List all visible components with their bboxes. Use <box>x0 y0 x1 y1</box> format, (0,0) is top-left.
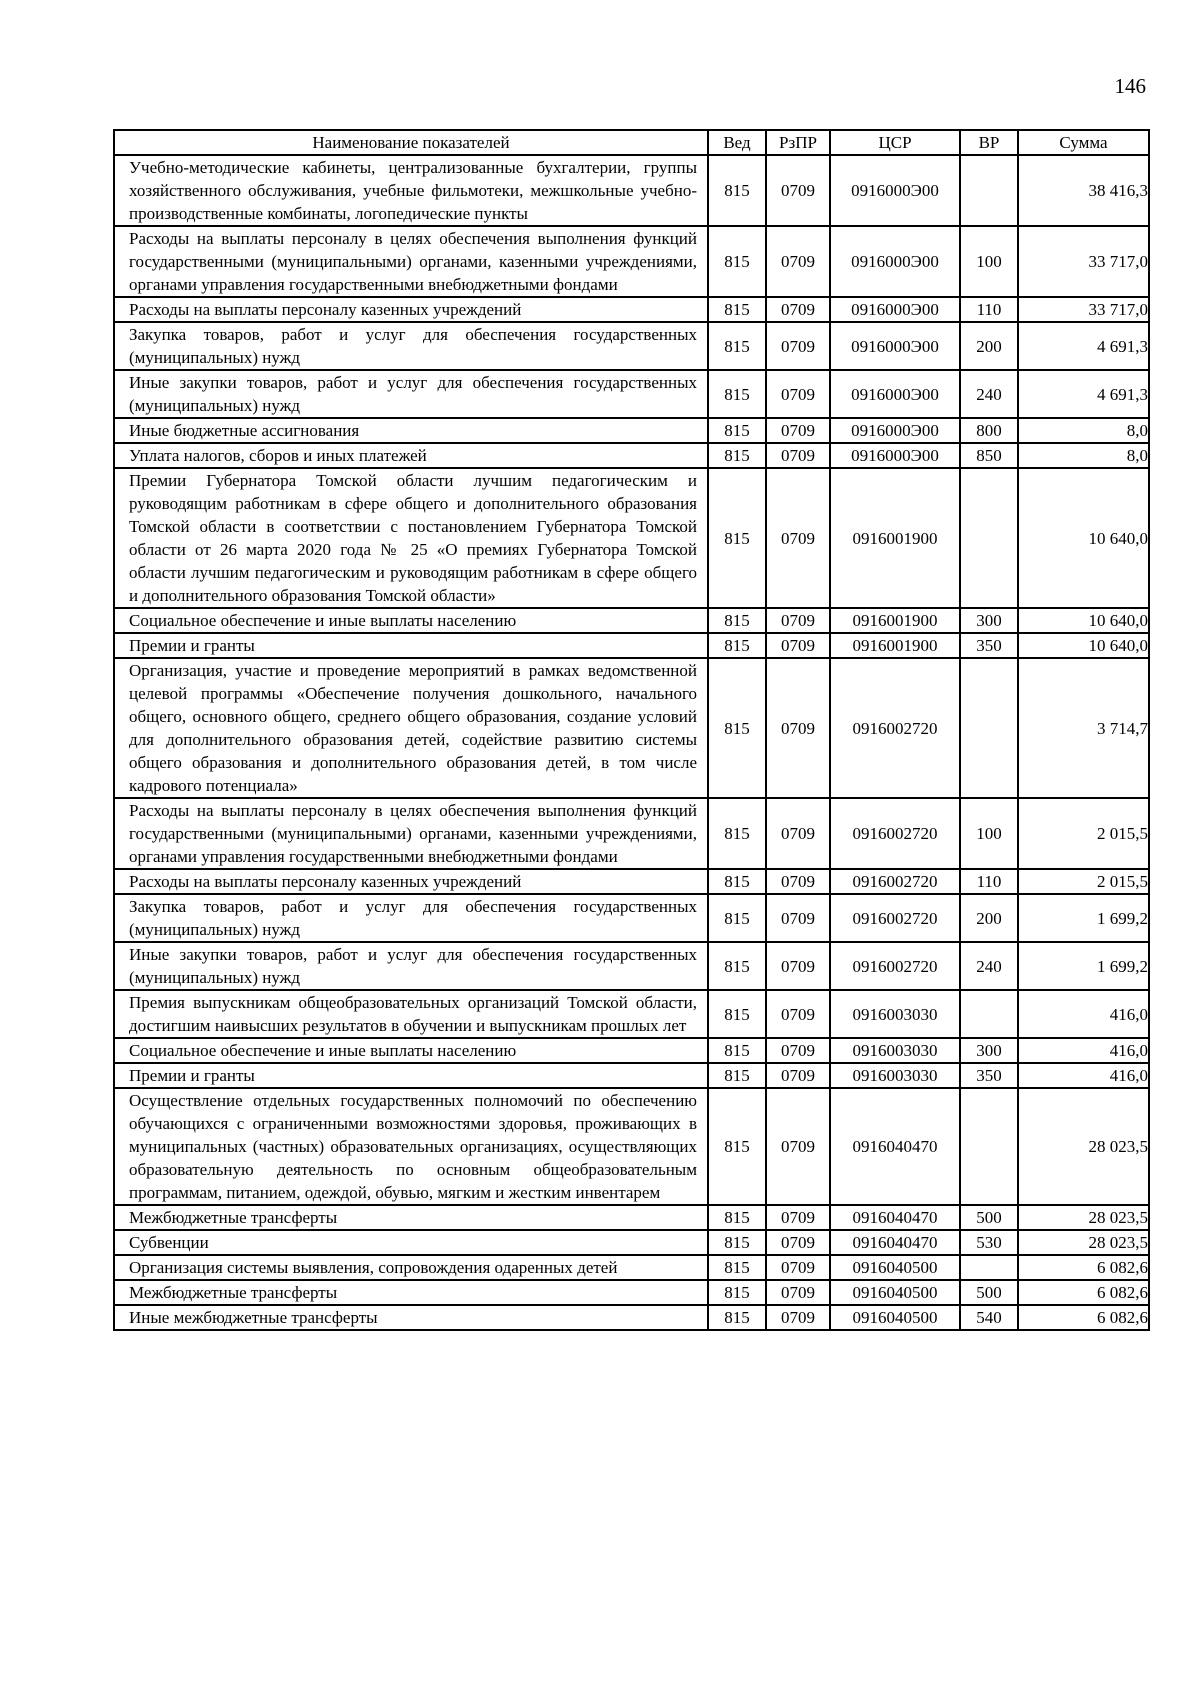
cell-rzpr: 0709 <box>766 1305 830 1330</box>
cell-rzpr: 0709 <box>766 1063 830 1088</box>
cell-sum: 10 640,0 <box>1018 608 1149 633</box>
table-row <box>114 443 1149 468</box>
cell-csr: 0916000Э00 <box>830 297 960 322</box>
cell-vr: 300 <box>960 608 1018 633</box>
cell-csr: 0916001900 <box>830 468 960 608</box>
cell-vr: 100 <box>960 226 1018 297</box>
table-row <box>114 155 1149 226</box>
cell-rzpr: 0709 <box>766 226 830 297</box>
cell-sum: 416,0 <box>1018 1038 1149 1063</box>
cell-csr: 0916000Э00 <box>830 155 960 226</box>
table-row <box>114 1088 1149 1205</box>
cell-name: Межбюджетные трансферты <box>114 1280 708 1305</box>
table-row <box>114 1305 1149 1330</box>
cell-ved: 815 <box>708 443 766 468</box>
cell-rzpr: 0709 <box>766 155 830 226</box>
cell-sum: 8,0 <box>1018 418 1149 443</box>
cell-sum: 4 691,3 <box>1018 322 1149 370</box>
cell-ved: 815 <box>708 1280 766 1305</box>
cell-vr: 300 <box>960 1038 1018 1063</box>
cell-rzpr: 0709 <box>766 370 830 418</box>
cell-name: Социальное обеспечение и иные выплаты населению <box>114 1038 708 1063</box>
cell-name: Премия выпускникам общеобразовательных организаций Томской области, достигшим наивысших результатов в обучении и выпускникам прошлых лет <box>114 990 708 1038</box>
cell-sum: 28 023,5 <box>1018 1205 1149 1230</box>
cell-name: Расходы на выплаты персоналу казенных учреждений <box>114 869 708 894</box>
cell-ved: 815 <box>708 798 766 869</box>
table-body <box>114 155 1149 1330</box>
cell-sum: 6 082,6 <box>1018 1255 1149 1280</box>
cell-rzpr: 0709 <box>766 322 830 370</box>
cell-vr: 350 <box>960 1063 1018 1088</box>
cell-csr: 0916040500 <box>830 1280 960 1305</box>
cell-vr <box>960 990 1018 1038</box>
cell-csr: 0916002720 <box>830 942 960 990</box>
cell-ved: 815 <box>708 1038 766 1063</box>
cell-vr: 100 <box>960 798 1018 869</box>
cell-name: Учебно-методические кабинеты, централизованные бухгалтерии, группы хозяйственного обслуживания, учебные фильмотеки, межшкольные учебно-производственные комбинаты, логопедические пункты <box>114 155 708 226</box>
cell-ved: 815 <box>708 633 766 658</box>
cell-csr: 0916040470 <box>830 1230 960 1255</box>
cell-sum: 38 416,3 <box>1018 155 1149 226</box>
cell-rzpr: 0709 <box>766 658 830 798</box>
cell-vr: 530 <box>960 1230 1018 1255</box>
cell-ved: 815 <box>708 1088 766 1205</box>
cell-name: Межбюджетные трансферты <box>114 1205 708 1230</box>
cell-name: Организация, участие и проведение мероприятий в рамках ведомственной целевой программы «Обеспечение получения дошкольного, начального общего, основного общего, среднего общего образования, создание условий для дополнительного образования детей, содействие развитию системы общего образования и дополнительного образования детей, в том числе кадрового потенциала» <box>114 658 708 798</box>
cell-ved: 815 <box>708 894 766 942</box>
column-header-vr: ВР <box>960 130 1018 155</box>
table-row <box>114 1038 1149 1063</box>
cell-vr: 800 <box>960 418 1018 443</box>
cell-sum: 10 640,0 <box>1018 468 1149 608</box>
cell-rzpr: 0709 <box>766 633 830 658</box>
column-header-name: Наименование показателей <box>114 130 708 155</box>
table-row <box>114 990 1149 1038</box>
cell-vr <box>960 468 1018 608</box>
cell-vr: 110 <box>960 869 1018 894</box>
cell-ved: 815 <box>708 990 766 1038</box>
cell-rzpr: 0709 <box>766 1230 830 1255</box>
cell-rzpr: 0709 <box>766 1280 830 1305</box>
cell-sum: 1 699,2 <box>1018 942 1149 990</box>
cell-csr: 0916003030 <box>830 1063 960 1088</box>
cell-csr: 0916003030 <box>830 1038 960 1063</box>
cell-sum: 1 699,2 <box>1018 894 1149 942</box>
cell-ved: 815 <box>708 226 766 297</box>
cell-ved: 815 <box>708 1305 766 1330</box>
cell-ved: 815 <box>708 1255 766 1280</box>
cell-csr: 0916001900 <box>830 608 960 633</box>
cell-rzpr: 0709 <box>766 869 830 894</box>
cell-name: Закупка товаров, работ и услуг для обеспечения государственных (муниципальных) нужд <box>114 894 708 942</box>
cell-name: Социальное обеспечение и иные выплаты населению <box>114 608 708 633</box>
cell-ved: 815 <box>708 322 766 370</box>
cell-vr: 200 <box>960 894 1018 942</box>
cell-name: Иные закупки товаров, работ и услуг для обеспечения государственных (муниципальных) нужд <box>114 942 708 990</box>
cell-name: Премии Губернатора Томской области лучшим педагогическим и руководящим работникам в сфере общего и дополнительного образования Томской области в соответствии с постановлением Губернатора Томской области от 26 марта 2020 года № 25 «О премиях Губернатора Томской области лучшим педагогическим и руководящим работникам в сфере общего и дополнительного образования Томской области» <box>114 468 708 608</box>
cell-sum: 33 717,0 <box>1018 226 1149 297</box>
cell-sum: 3 714,7 <box>1018 658 1149 798</box>
table-row <box>114 1255 1149 1280</box>
column-header-rzpr: РзПР <box>766 130 830 155</box>
cell-csr: 0916001900 <box>830 633 960 658</box>
cell-csr: 0916040500 <box>830 1255 960 1280</box>
table-row <box>114 1230 1149 1255</box>
table-row <box>114 1280 1149 1305</box>
cell-csr: 0916000Э00 <box>830 418 960 443</box>
cell-sum: 2 015,5 <box>1018 869 1149 894</box>
cell-sum: 416,0 <box>1018 990 1149 1038</box>
table-row <box>114 658 1149 798</box>
column-header-csr: ЦСР <box>830 130 960 155</box>
table-header-row <box>114 130 1149 155</box>
cell-csr: 0916003030 <box>830 990 960 1038</box>
cell-vr: 850 <box>960 443 1018 468</box>
table-row <box>114 942 1149 990</box>
cell-ved: 815 <box>708 1230 766 1255</box>
cell-csr: 0916000Э00 <box>830 322 960 370</box>
table-row <box>114 633 1149 658</box>
cell-rzpr: 0709 <box>766 443 830 468</box>
cell-csr: 0916000Э00 <box>830 443 960 468</box>
cell-ved: 815 <box>708 370 766 418</box>
cell-name: Закупка товаров, работ и услуг для обеспечения государственных (муниципальных) нужд <box>114 322 708 370</box>
table-row <box>114 297 1149 322</box>
cell-csr: 0916040470 <box>830 1088 960 1205</box>
cell-rzpr: 0709 <box>766 990 830 1038</box>
cell-csr: 0916002720 <box>830 798 960 869</box>
table-row <box>114 869 1149 894</box>
cell-vr <box>960 1088 1018 1205</box>
cell-vr: 350 <box>960 633 1018 658</box>
table-row <box>114 468 1149 608</box>
cell-vr: 110 <box>960 297 1018 322</box>
cell-sum: 6 082,6 <box>1018 1280 1149 1305</box>
cell-sum: 416,0 <box>1018 1063 1149 1088</box>
cell-ved: 815 <box>708 418 766 443</box>
cell-sum: 28 023,5 <box>1018 1088 1149 1205</box>
budget-table <box>113 129 1150 1331</box>
cell-vr: 500 <box>960 1280 1018 1305</box>
cell-name: Иные бюджетные ассигнования <box>114 418 708 443</box>
table-row <box>114 370 1149 418</box>
cell-rzpr: 0709 <box>766 942 830 990</box>
cell-name: Иные межбюджетные трансферты <box>114 1305 708 1330</box>
cell-vr <box>960 155 1018 226</box>
cell-csr: 0916040470 <box>830 1205 960 1230</box>
cell-sum: 2 015,5 <box>1018 798 1149 869</box>
cell-vr: 240 <box>960 942 1018 990</box>
cell-sum: 6 082,6 <box>1018 1305 1149 1330</box>
cell-ved: 815 <box>708 468 766 608</box>
cell-rzpr: 0709 <box>766 1088 830 1205</box>
cell-name: Субвенции <box>114 1230 708 1255</box>
cell-csr: 0916000Э00 <box>830 226 960 297</box>
cell-sum: 8,0 <box>1018 443 1149 468</box>
column-header-ved: Вед <box>708 130 766 155</box>
cell-vr <box>960 1255 1018 1280</box>
cell-name: Осуществление отдельных государственных полномочий по обеспечению обучающихся с ограниченными возможностями здоровья, проживающих в муниципальных (частных) образовательных организациях, осуществляющих образовательную деятельность по основным общеобразовательным программам, питанием, одеждой, обувью, мягким и жестким инвентарем <box>114 1088 708 1205</box>
cell-rzpr: 0709 <box>766 798 830 869</box>
cell-name: Иные закупки товаров, работ и услуг для обеспечения государственных (муниципальных) нужд <box>114 370 708 418</box>
table-row <box>114 608 1149 633</box>
table-row <box>114 418 1149 443</box>
table-row <box>114 894 1149 942</box>
cell-rzpr: 0709 <box>766 1205 830 1230</box>
cell-rzpr: 0709 <box>766 608 830 633</box>
cell-sum: 33 717,0 <box>1018 297 1149 322</box>
table-row <box>114 1205 1149 1230</box>
cell-ved: 815 <box>708 155 766 226</box>
page-number: 146 <box>1114 74 1146 98</box>
cell-ved: 815 <box>708 297 766 322</box>
cell-ved: 815 <box>708 1063 766 1088</box>
cell-rzpr: 0709 <box>766 468 830 608</box>
cell-ved: 815 <box>708 608 766 633</box>
cell-vr: 200 <box>960 322 1018 370</box>
cell-csr: 0916000Э00 <box>830 370 960 418</box>
cell-rzpr: 0709 <box>766 297 830 322</box>
cell-ved: 815 <box>708 869 766 894</box>
cell-csr: 0916002720 <box>830 894 960 942</box>
table-row <box>114 798 1149 869</box>
cell-csr: 0916040500 <box>830 1305 960 1330</box>
cell-sum: 4 691,3 <box>1018 370 1149 418</box>
cell-ved: 815 <box>708 942 766 990</box>
cell-vr: 240 <box>960 370 1018 418</box>
cell-name: Организация системы выявления, сопровождения одаренных детей <box>114 1255 708 1280</box>
cell-sum: 10 640,0 <box>1018 633 1149 658</box>
cell-csr: 0916002720 <box>830 658 960 798</box>
cell-name: Расходы на выплаты персоналу казенных учреждений <box>114 297 708 322</box>
cell-name: Уплата налогов, сборов и иных платежей <box>114 443 708 468</box>
cell-csr: 0916002720 <box>830 869 960 894</box>
cell-rzpr: 0709 <box>766 894 830 942</box>
cell-vr <box>960 658 1018 798</box>
cell-sum: 28 023,5 <box>1018 1230 1149 1255</box>
cell-name: Премии и гранты <box>114 1063 708 1088</box>
table-row <box>114 226 1149 297</box>
table-row <box>114 322 1149 370</box>
cell-rzpr: 0709 <box>766 1038 830 1063</box>
column-header-sum: Сумма <box>1018 130 1149 155</box>
cell-vr: 500 <box>960 1205 1018 1230</box>
cell-ved: 815 <box>708 658 766 798</box>
cell-rzpr: 0709 <box>766 1255 830 1280</box>
cell-name: Расходы на выплаты персоналу в целях обеспечения выполнения функций государственными (муниципальными) органами, казенными учреждениями, органами управления государственными внебюджетными фондами <box>114 798 708 869</box>
cell-rzpr: 0709 <box>766 418 830 443</box>
cell-vr: 540 <box>960 1305 1018 1330</box>
cell-name: Премии и гранты <box>114 633 708 658</box>
cell-ved: 815 <box>708 1205 766 1230</box>
table-row <box>114 1063 1149 1088</box>
cell-name: Расходы на выплаты персоналу в целях обеспечения выполнения функций государственными (муниципальными) органами, казенными учреждениями, органами управления государственными внебюджетными фондами <box>114 226 708 297</box>
